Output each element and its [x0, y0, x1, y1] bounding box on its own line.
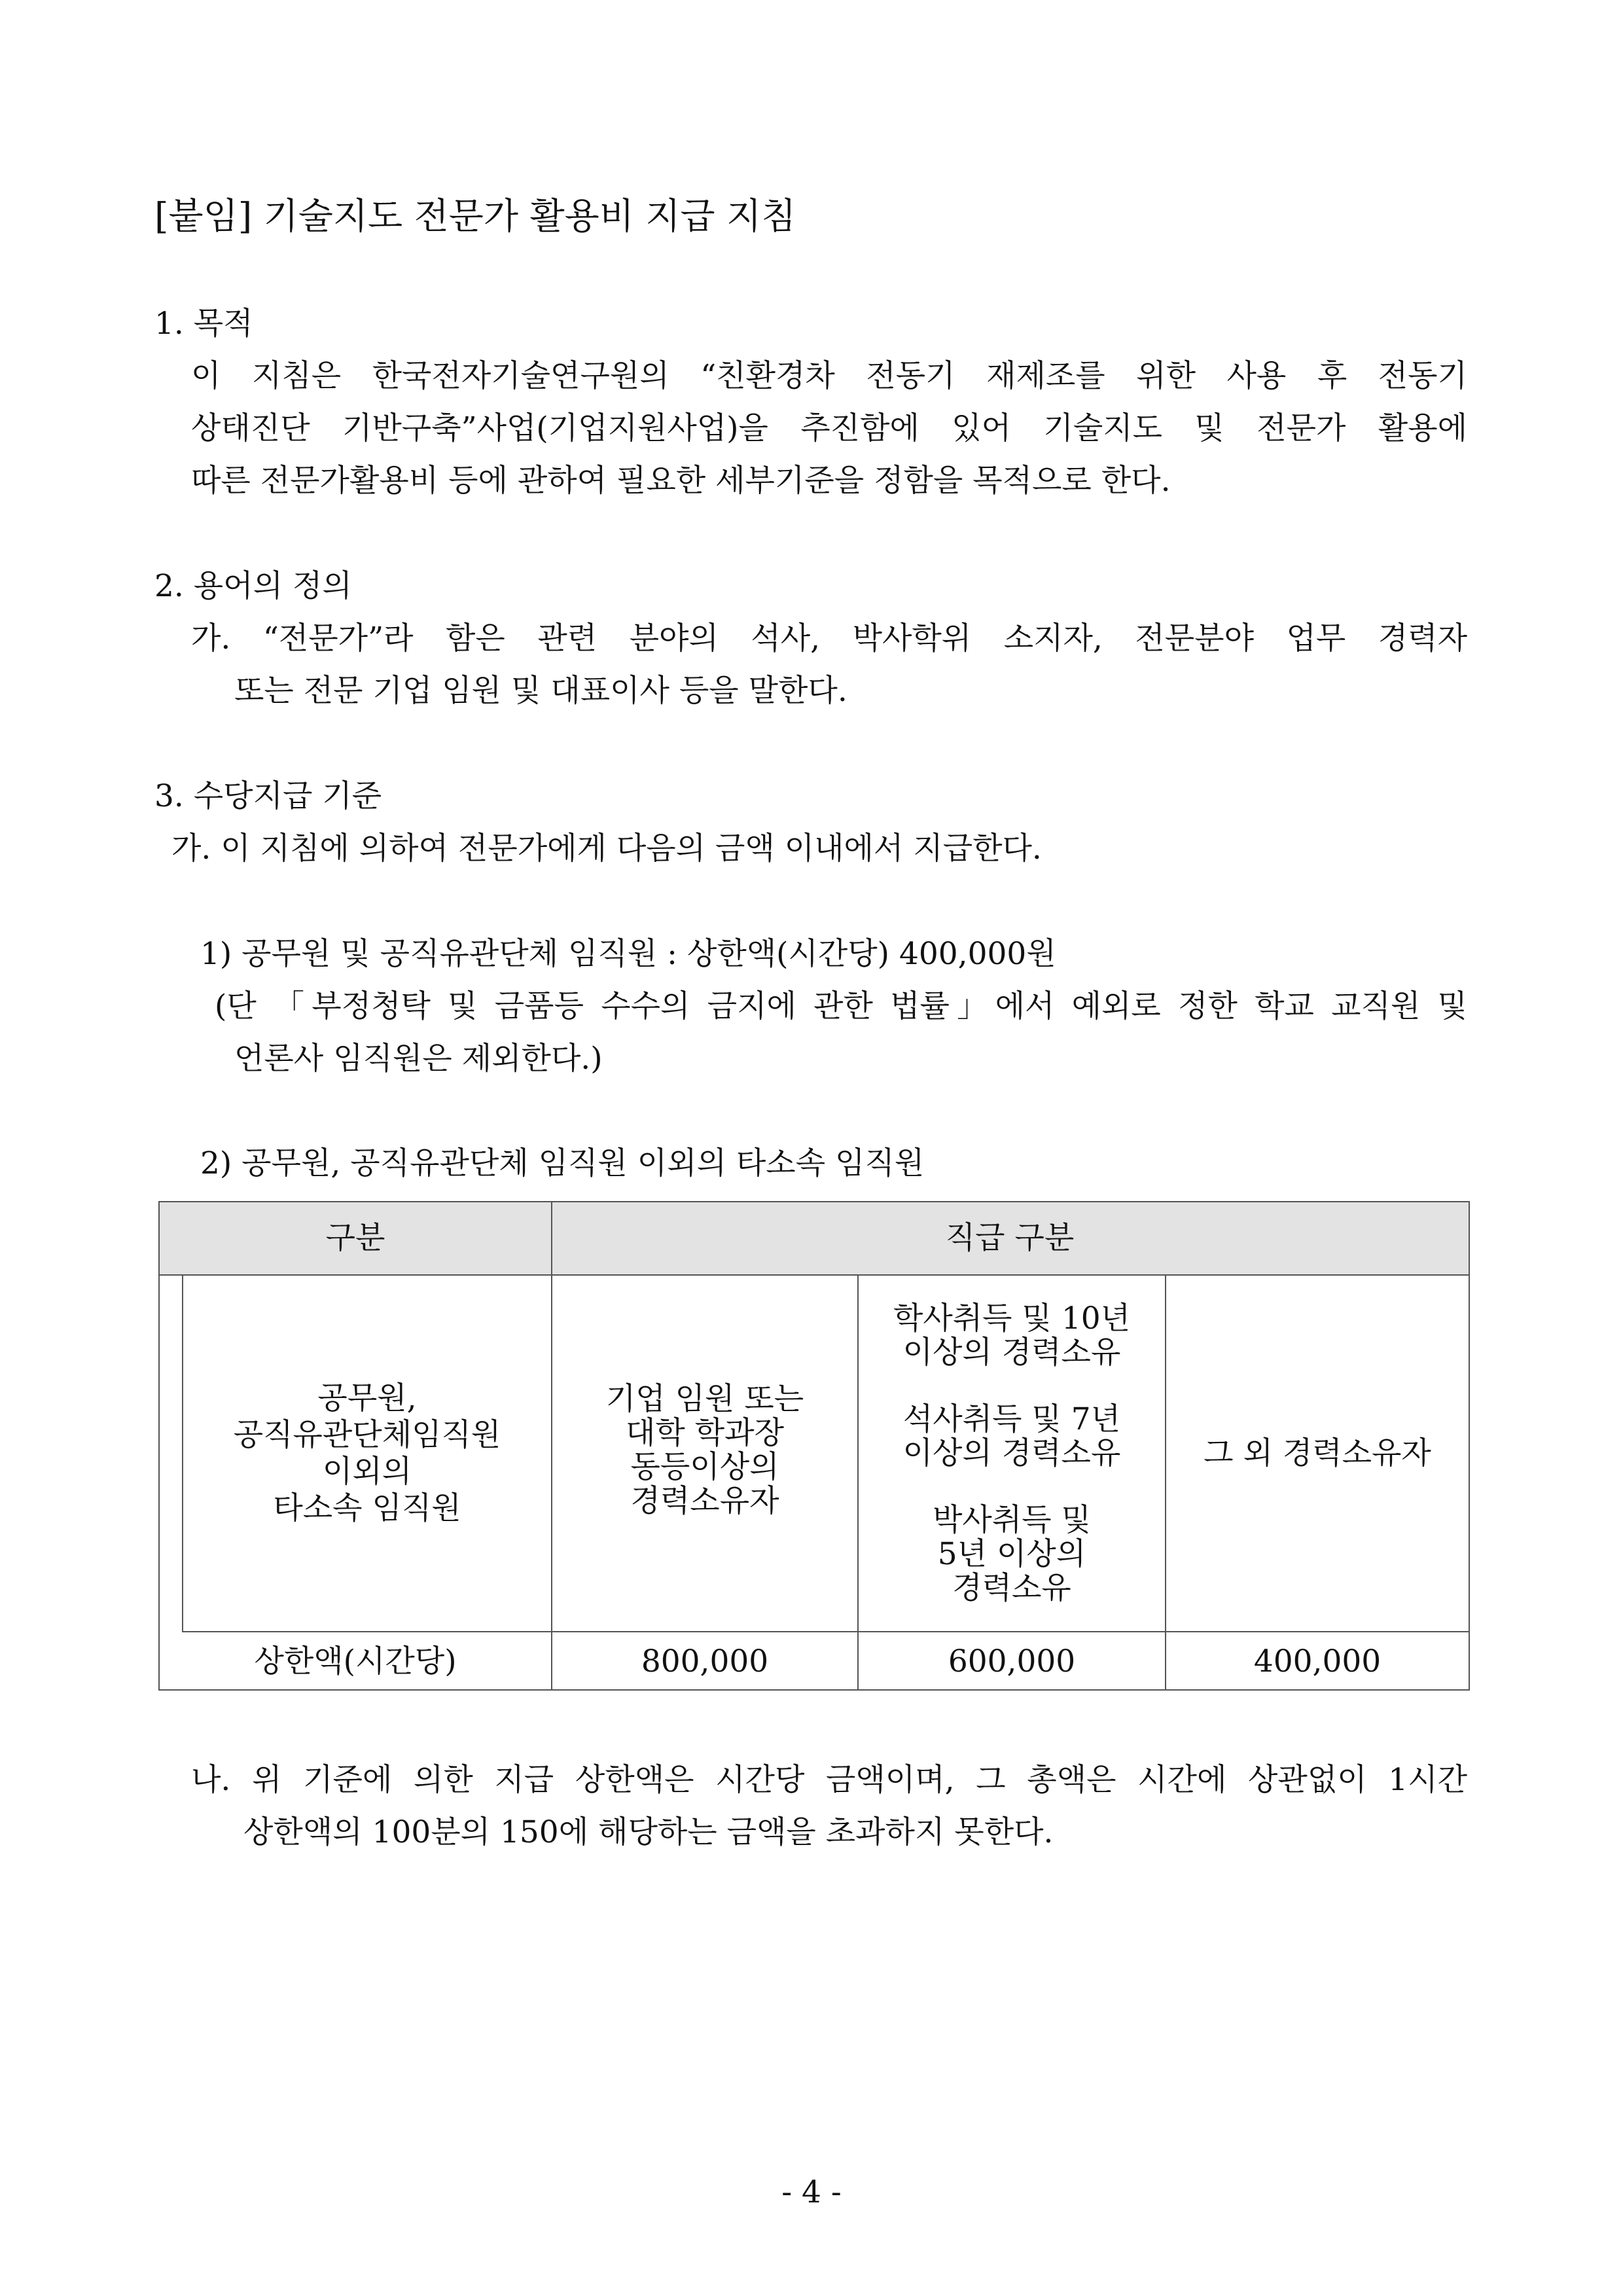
section-3-sub1: 1) 공무원 및 공직유관단체 임직원 : 상한액(시간당) 400,000원 [200, 936, 1056, 972]
page-title: [붙임] 기술지도 전문가 활용비 지급 지침 [154, 195, 796, 237]
table-category-cell [183, 1276, 551, 1631]
section-1-line: 이 지침은 한국전자기술연구원의 “친환경차 전동기 재제조를 위한 사용 후 전동기 [191, 358, 1467, 394]
fee-table [158, 1201, 1470, 1691]
table-text: 공무원, [317, 1380, 417, 1416]
table-text: 이외의 [322, 1453, 412, 1490]
table-header-category: 구분 [160, 1202, 551, 1274]
section-3-heading: 3. 수당지급 기준 [154, 778, 382, 814]
table-grade1-cell [552, 1276, 857, 1631]
section-2-heading: 2. 용어의 정의 [154, 568, 352, 604]
table-row-label: 상한액(시간당) [254, 1643, 457, 1679]
table-amount: 600,000 [948, 1643, 1076, 1679]
table-header-grade: 직급 구분 [551, 1202, 1469, 1274]
section-3-item-na: 상한액의 100분의 150에 해당하는 금액을 초과하지 못한다. [243, 1814, 1054, 1850]
section-2-line: 또는 전문 기업 임원 및 대표이사 등을 말한다. [234, 673, 847, 709]
table-text: 이상의 경력소유 [902, 1334, 1121, 1371]
table-text: 석사취득 및 7년 [902, 1401, 1121, 1437]
section-3-sub1-note: (단 「부정청탁 및 금품등 수수의 금지에 관한 법률」에서 예외로 정한 학교 교직원 및 [215, 988, 1467, 1024]
table-text: 공직유관단체임직원 [233, 1416, 501, 1453]
table-text: 타소속 임직원 [273, 1490, 461, 1526]
table-text: 5년 이상의 [937, 1535, 1086, 1572]
table-text: 기업 임원 또는 [605, 1380, 804, 1417]
section-1-heading: 1. 목적 [154, 306, 253, 342]
section-3-item-na: 나. 위 기준에 의한 지급 상한액은 시간당 금액이며, 그 총액은 시간에 상관없이 1시간 [191, 1762, 1467, 1798]
table-text: 이상의 경력소유 [902, 1435, 1121, 1471]
section-3-item-ga: 가. 이 지침에 의하여 전문가에게 다음의 금액 이내에서 지급한다. [171, 831, 1042, 867]
section-3-sub2: 2) 공무원, 공직유관단체 임직원 이외의 타소속 임직원 [200, 1145, 925, 1181]
table-text: 경력소유자 [630, 1482, 779, 1519]
table-text: 동등이상의 [630, 1448, 779, 1485]
section-1-line: 따른 전문가활용비 등에 관하여 필요한 세부기준을 정함을 목적으로 한다. [191, 463, 1171, 499]
table-text: 경력소유 [952, 1570, 1071, 1606]
page-number: - 4 - [781, 2174, 842, 2210]
table-grade3-cell: 그 외 경력소유자 [1204, 1435, 1431, 1471]
table-grade2-cell [859, 1276, 1165, 1631]
table-text: 대학 학과장 [626, 1414, 784, 1451]
table-text: 박사취득 및 [933, 1501, 1091, 1538]
section-2-line: 가. “전문가”라 함은 관련 분야의 석사, 박사학위 소지자, 전문분야 업무 경력자 [191, 620, 1467, 656]
table-text: 학사취득 및 10년 [893, 1300, 1131, 1336]
section-1-line: 상태진단 기반구축”사업(기업지원사업)을 추진함에 있어 기술지도 및 전문가 활용에 [191, 410, 1467, 446]
section-3-sub1-note: 언론사 임직원은 제외한다.) [234, 1041, 603, 1077]
table-amount: 400,000 [1253, 1643, 1382, 1679]
table-amount: 800,000 [641, 1643, 769, 1679]
